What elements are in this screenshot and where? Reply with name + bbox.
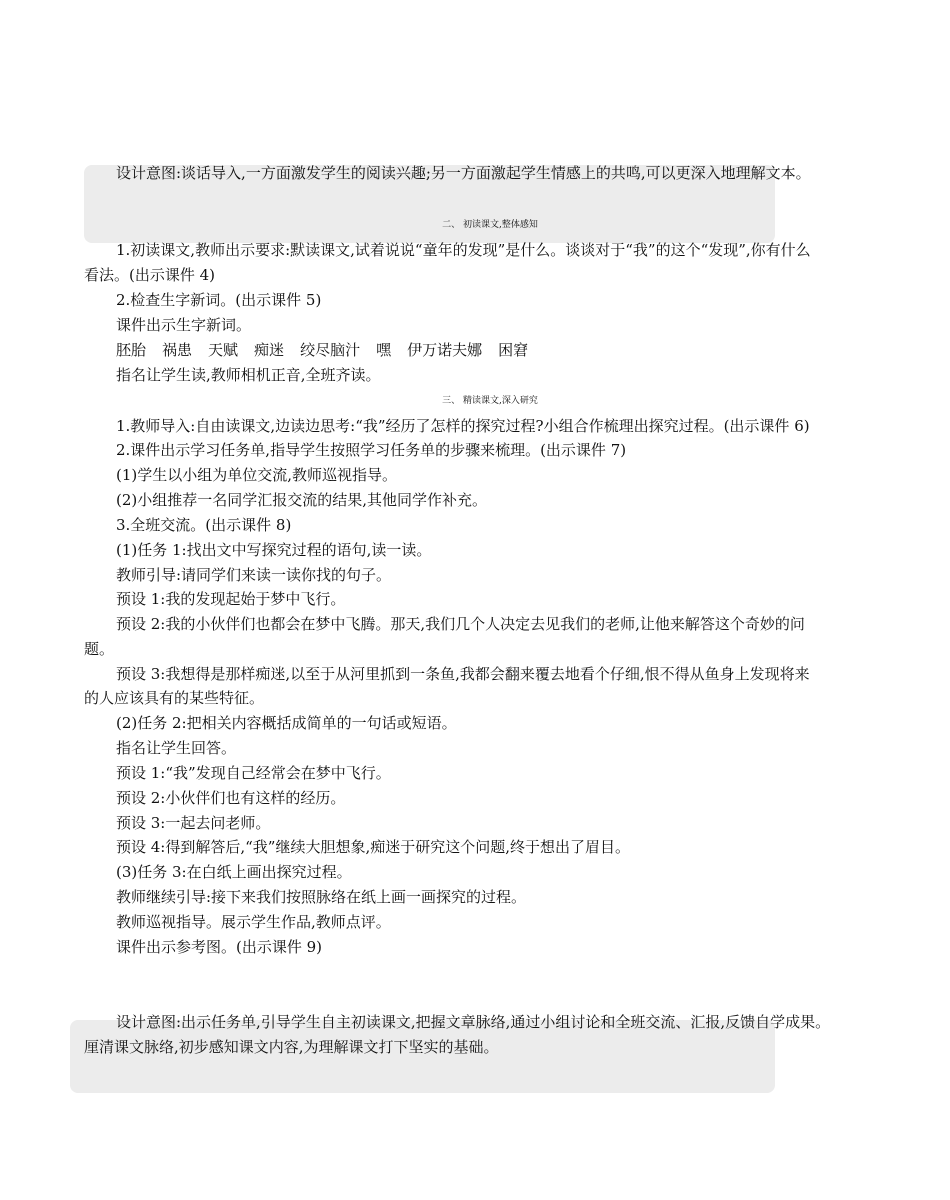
paragraph: 教师巡视指导。展示学生作品,教师点评。 <box>116 913 391 931</box>
paragraph: 教师引导:请同学们来读一读你找的句子。 <box>116 566 392 584</box>
paragraph: 题。 <box>84 640 115 658</box>
paragraph: 3.全班交流。(出示课件 8) <box>116 516 292 534</box>
new-word: 困窘 <box>498 341 529 359</box>
new-word: 绞尽脑汁 <box>300 341 361 359</box>
paragraph: 指名让学生回答。 <box>116 739 237 757</box>
section-2-title: 二、 初读课文,整体感知 <box>442 220 538 230</box>
new-word: 痴迷 <box>254 341 285 359</box>
paragraph: 预设 1:“我”发现自己经常会在梦中飞行。 <box>116 764 391 782</box>
section-3-title: 三、 精读课文,深入研究 <box>442 396 538 406</box>
paragraph: 2.课件出示学习任务单,指导学生按照学习任务单的步骤来梳理。(出示课件 7) <box>116 441 627 459</box>
paragraph: 预设 2:我的小伙伴们也都会在梦中飞腾。那天,我们几个人决定去见我们的老师,让他来解答这个奇妙的问 <box>116 615 805 633</box>
new-word: 嘿 <box>376 341 392 359</box>
paragraph: 预设 3:一起去问老师。 <box>116 814 271 832</box>
new-words-list <box>116 340 544 360</box>
paragraph: 看法。(出示课件 4) <box>84 266 216 284</box>
paragraph: 预设 2:小伙伴们也有这样的经历。 <box>116 789 346 807</box>
paragraph: 教师继续引导:接下来我们按照脉络在纸上画一画探究的过程。 <box>116 888 527 906</box>
new-word: 伊万诺夫娜 <box>407 341 483 359</box>
paragraph: (1)任务 1:找出文中写探究过程的语句,读一读。 <box>116 541 432 559</box>
paragraph: 2.检查生字新词。(出示课件 5) <box>116 291 322 309</box>
paragraph: 的人应该具有的某些特征。 <box>84 689 265 707</box>
design-intent-2: 设计意图:出示任务单,引导学生自主初读课文,把握文章脉络,通过小组讨论和全班交流、汇报,反馈自学成果。 <box>116 1013 831 1031</box>
new-word: 胚胎 <box>116 341 147 359</box>
paragraph: 课件出示生字新词。 <box>116 316 252 334</box>
paragraph: (2)任务 2:把相关内容概括成简单的一句话或短语。 <box>116 714 457 732</box>
paragraph: 预设 4:得到解答后,“我”继续大胆想象,痴迷于研究这个问题,终于想出了眉目。 <box>116 838 631 856</box>
paragraph: 预设 3:我想得是那样痴迷,以至于从河里抓到一条鱼,我都会翻来覆去地看个仔细,恨不得从鱼身上发现将来 <box>116 665 810 683</box>
paragraph: (1)学生以小组为单位交流,教师巡视指导。 <box>116 466 398 484</box>
paragraph: (3)任务 3:在白纸上画出探究过程。 <box>116 863 352 881</box>
paragraph: 1.初读课文,教师出示要求:默读课文,试着说说“童年的发现”是什么。谈谈对于“我”的这个“发现”,你有什么 <box>116 241 811 259</box>
paragraph: 课件出示参考图。(出示课件 9) <box>116 938 323 956</box>
paragraph: 1.教师导入:自由读课文,边读边思考:“我”经历了怎样的探究过程?小组合作梳理出探究过程。(出示课件 6) <box>116 417 810 435</box>
paragraph: 预设 1:我的发现起始于梦中飞行。 <box>116 590 346 608</box>
paragraph: (2)小组推荐一名同学汇报交流的结果,其他同学作补充。 <box>116 491 488 509</box>
new-word: 天赋 <box>208 341 239 359</box>
new-word: 祸患 <box>162 341 193 359</box>
design-intent-1: 设计意图:谈话导入,一方面激发学生的阅读兴趣;另一方面激起学生情感上的共鸣,可以更深入地理解文本。 <box>116 164 811 182</box>
design-intent-2-continued: 厘清课文脉络,初步感知课文内容,为理解课文打下坚实的基础。 <box>84 1038 499 1056</box>
paragraph: 指名让学生读,教师相机正音,全班齐读。 <box>116 366 381 384</box>
